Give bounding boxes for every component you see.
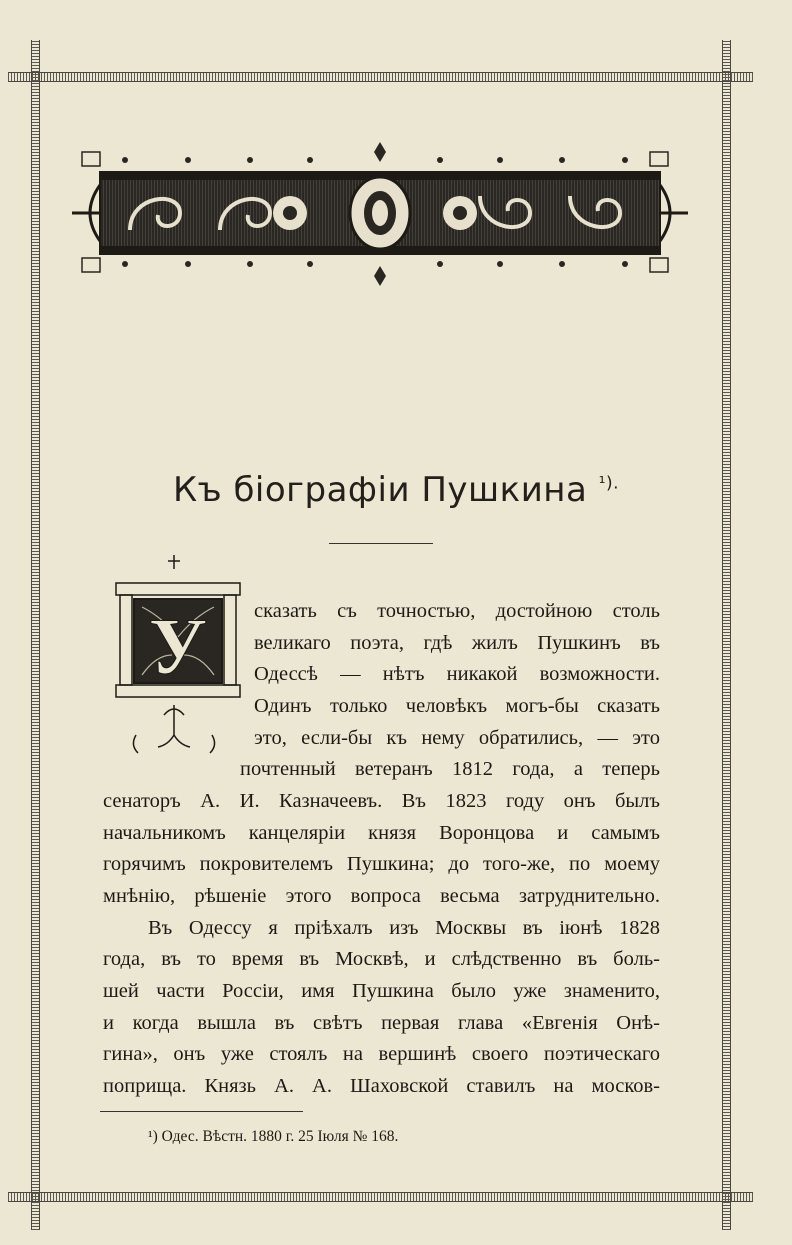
left-border-rule (31, 40, 40, 1230)
ornamental-headpiece (70, 140, 690, 290)
text-line: и когда вышла въ свѣтъ первая глава «Евгенія Онѣ- (103, 1012, 660, 1034)
text-line: Одессѣ — нѣтъ никакой возможности. (254, 663, 660, 685)
footnote-rule (100, 1111, 303, 1112)
text-line: горячимъ покровителемъ Пушкина; до того-же, по моему (103, 853, 660, 875)
text-line: великаго поэта, гдѣ жилъ Пушкинъ въ (254, 632, 660, 654)
text-line: почтенный ветеранъ 1812 года, а теперь (240, 758, 660, 780)
text-line: Въ Одессу я пріѣхалъ изъ Москвы въ іюнѣ 1828 (148, 917, 660, 939)
text-line: года, въ то время въ Москвѣ, и слѣдственно въ боль- (103, 948, 660, 970)
drop-cap-initial (108, 555, 248, 765)
drop-cap-letter: У (148, 603, 208, 691)
footnote: ¹) Одес. Вѣстн. 1880 г. 25 Іюля № 168. (148, 1128, 399, 1145)
chapter-title (0, 470, 792, 510)
title-divider (329, 543, 433, 544)
text-line: гина», онъ уже стоялъ на вершинѣ своего поэтическаго (103, 1043, 660, 1065)
text-line: это, если-бы къ нему обратились, — это (254, 727, 660, 749)
text-line: начальникомъ канцеляріи князя Воронцова и самымъ (103, 822, 660, 844)
top-border-rule (8, 72, 753, 82)
title-footnote-mark: ¹). (598, 473, 620, 494)
text-line: мнѣнію, рѣшеніе этого вопроса весьма затруднительно. (103, 885, 660, 907)
bottom-border-rule (8, 1192, 753, 1202)
text-line: поприща. Князь А. А. Шаховской ставилъ на москов- (103, 1075, 660, 1097)
text-line: Одинъ только человѣкъ могъ-бы сказать (254, 695, 660, 717)
chapter-title-text: Къ біографіи Пушкина (172, 470, 588, 510)
text-line: шей части Россіи, имя Пушкина было уже знаменито, (103, 980, 660, 1002)
text-line: сказать съ точностью, достойною столь (254, 600, 660, 622)
right-border-rule (722, 40, 731, 1230)
text-line: сенаторъ А. И. Казначеевъ. Въ 1823 году онъ былъ (103, 790, 660, 812)
